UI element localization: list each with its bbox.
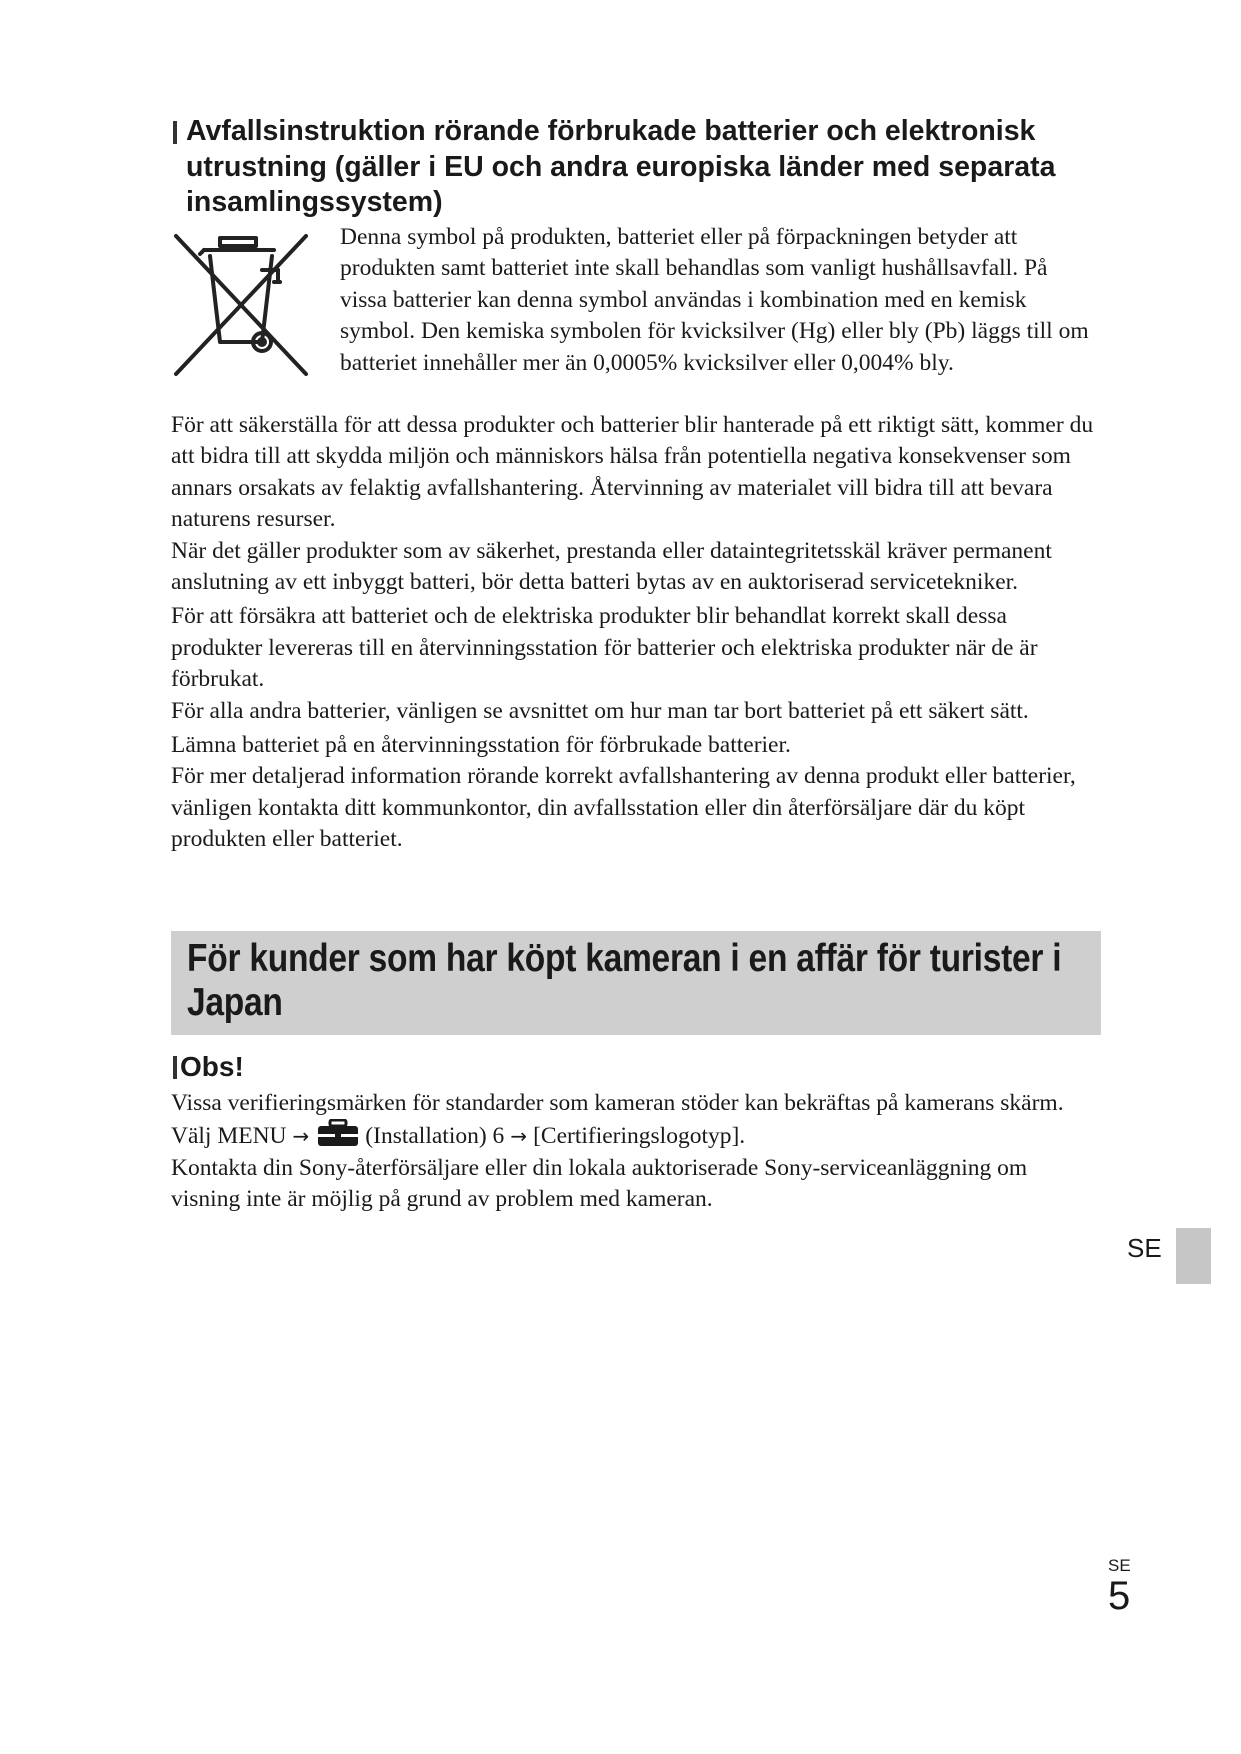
heading-marker <box>173 121 177 144</box>
page-number: 5 <box>1108 1574 1131 1618</box>
obs-paragraph: Vissa verifieringsmärken för standarder som kameran stöder kan bekräftas på kamerans skärm. <box>171 1090 1064 1116</box>
paragraph: För mer detaljerad information rörande korrekt avfallshantering av denna produkt eller batterier, vänligen kontakta ditt kommunkontor, din avfallsstation eller din återförsäljare där du köpt produkten eller batteriet. <box>171 763 1076 853</box>
paragraph: För att försäkra att batteriet och de elektriska produkter blir behandlat korrekt skall dessa produkter levereras till en återvinningsstation för batterier och elektriska produkter när de är förbrukat. <box>171 603 1038 693</box>
intro-paragraph <box>340 222 1100 379</box>
paragraph: För att säkerställa för att dessa produkter och batterier blir hanterade på ett riktigt sätt, kommer du att bidra till att skydda miljön och människors hälsa från potentiella negativa konsekvenser som annars orsakats av felaktig avfallshantering. Återvinning av materialet vill bidra till att bevara naturens resurser. <box>171 412 1094 533</box>
banner-title-line-2: Japan <box>187 981 283 1024</box>
obs-paragraph: Kontakta din Sony-återförsäljare eller din lokala auktoriserade Sony-serviceanläggning om visning inte är möjlig på grund av problem med kameran. <box>171 1154 1028 1213</box>
toolbox-icon <box>317 1119 359 1147</box>
paragraph: För alla andra batterier, vänligen se avsnittet om hur man tar bort batteriet på ett säkert sätt. <box>171 697 1029 724</box>
paragraph: Lämna batteriet på en återvinningsstation för förbrukade batterier. <box>171 732 791 759</box>
section-banner <box>171 931 1101 1035</box>
section-heading <box>171 114 1101 221</box>
section-heading-line-1: Avfallsinstruktion rörande förbrukade batterier och elektronisk <box>186 115 1036 147</box>
obs-text <box>171 1088 1101 1216</box>
section-heading-line-2: utrustning (gäller i EU och andra europiska länder med separata <box>186 150 1056 183</box>
menu-path <box>171 1119 1101 1152</box>
language-tab-label: SE <box>1127 1233 1162 1263</box>
crossed-out-wheeled-bin-icon <box>170 230 312 380</box>
obs-heading-text: Obs! <box>180 1051 244 1082</box>
menu-suffix: [Certifieringslogotyp]. <box>533 1123 746 1150</box>
menu-prefix: Välj MENU <box>171 1123 287 1150</box>
language-tab <box>1176 1228 1211 1284</box>
right-arrow-icon: → <box>292 1124 310 1149</box>
obs-heading <box>171 1050 244 1084</box>
banner-title-line-1: För kunder som har köpt kameran i en affär för turister i <box>187 937 1062 980</box>
intro-text: Denna symbol på produkten, batteriet eller på förpackningen betyder att produkten samt batteriet inte skall behandlas som vanligt hushållsavfall. På vissa batterier kan denna symbol användas i kombination med en kemisk symbol. Den kemiska symbolen för kvicksilver (Hg) eller bly (Pb) läggs till om batteriet innehåller mer än 0,0005% kvicksilver eller 0,004% bly. <box>340 224 1089 376</box>
main-text <box>171 410 1101 856</box>
heading-marker <box>173 1056 177 1079</box>
page-language: SE <box>1108 1556 1131 1575</box>
paragraph: När det gäller produkter som av säkerhet, prestanda eller dataintegritetsskäl kräver permanent anslutning av ett inbyggt batteri, bör detta batteri bytas av en auktoriserad servicetekniker. <box>171 537 1052 596</box>
menu-middle: (Installation) 6 <box>365 1123 505 1150</box>
right-arrow-icon: → <box>510 1124 528 1149</box>
section-heading-line-3: insamlingssystem) <box>186 186 443 218</box>
banner-title <box>187 937 1081 1025</box>
